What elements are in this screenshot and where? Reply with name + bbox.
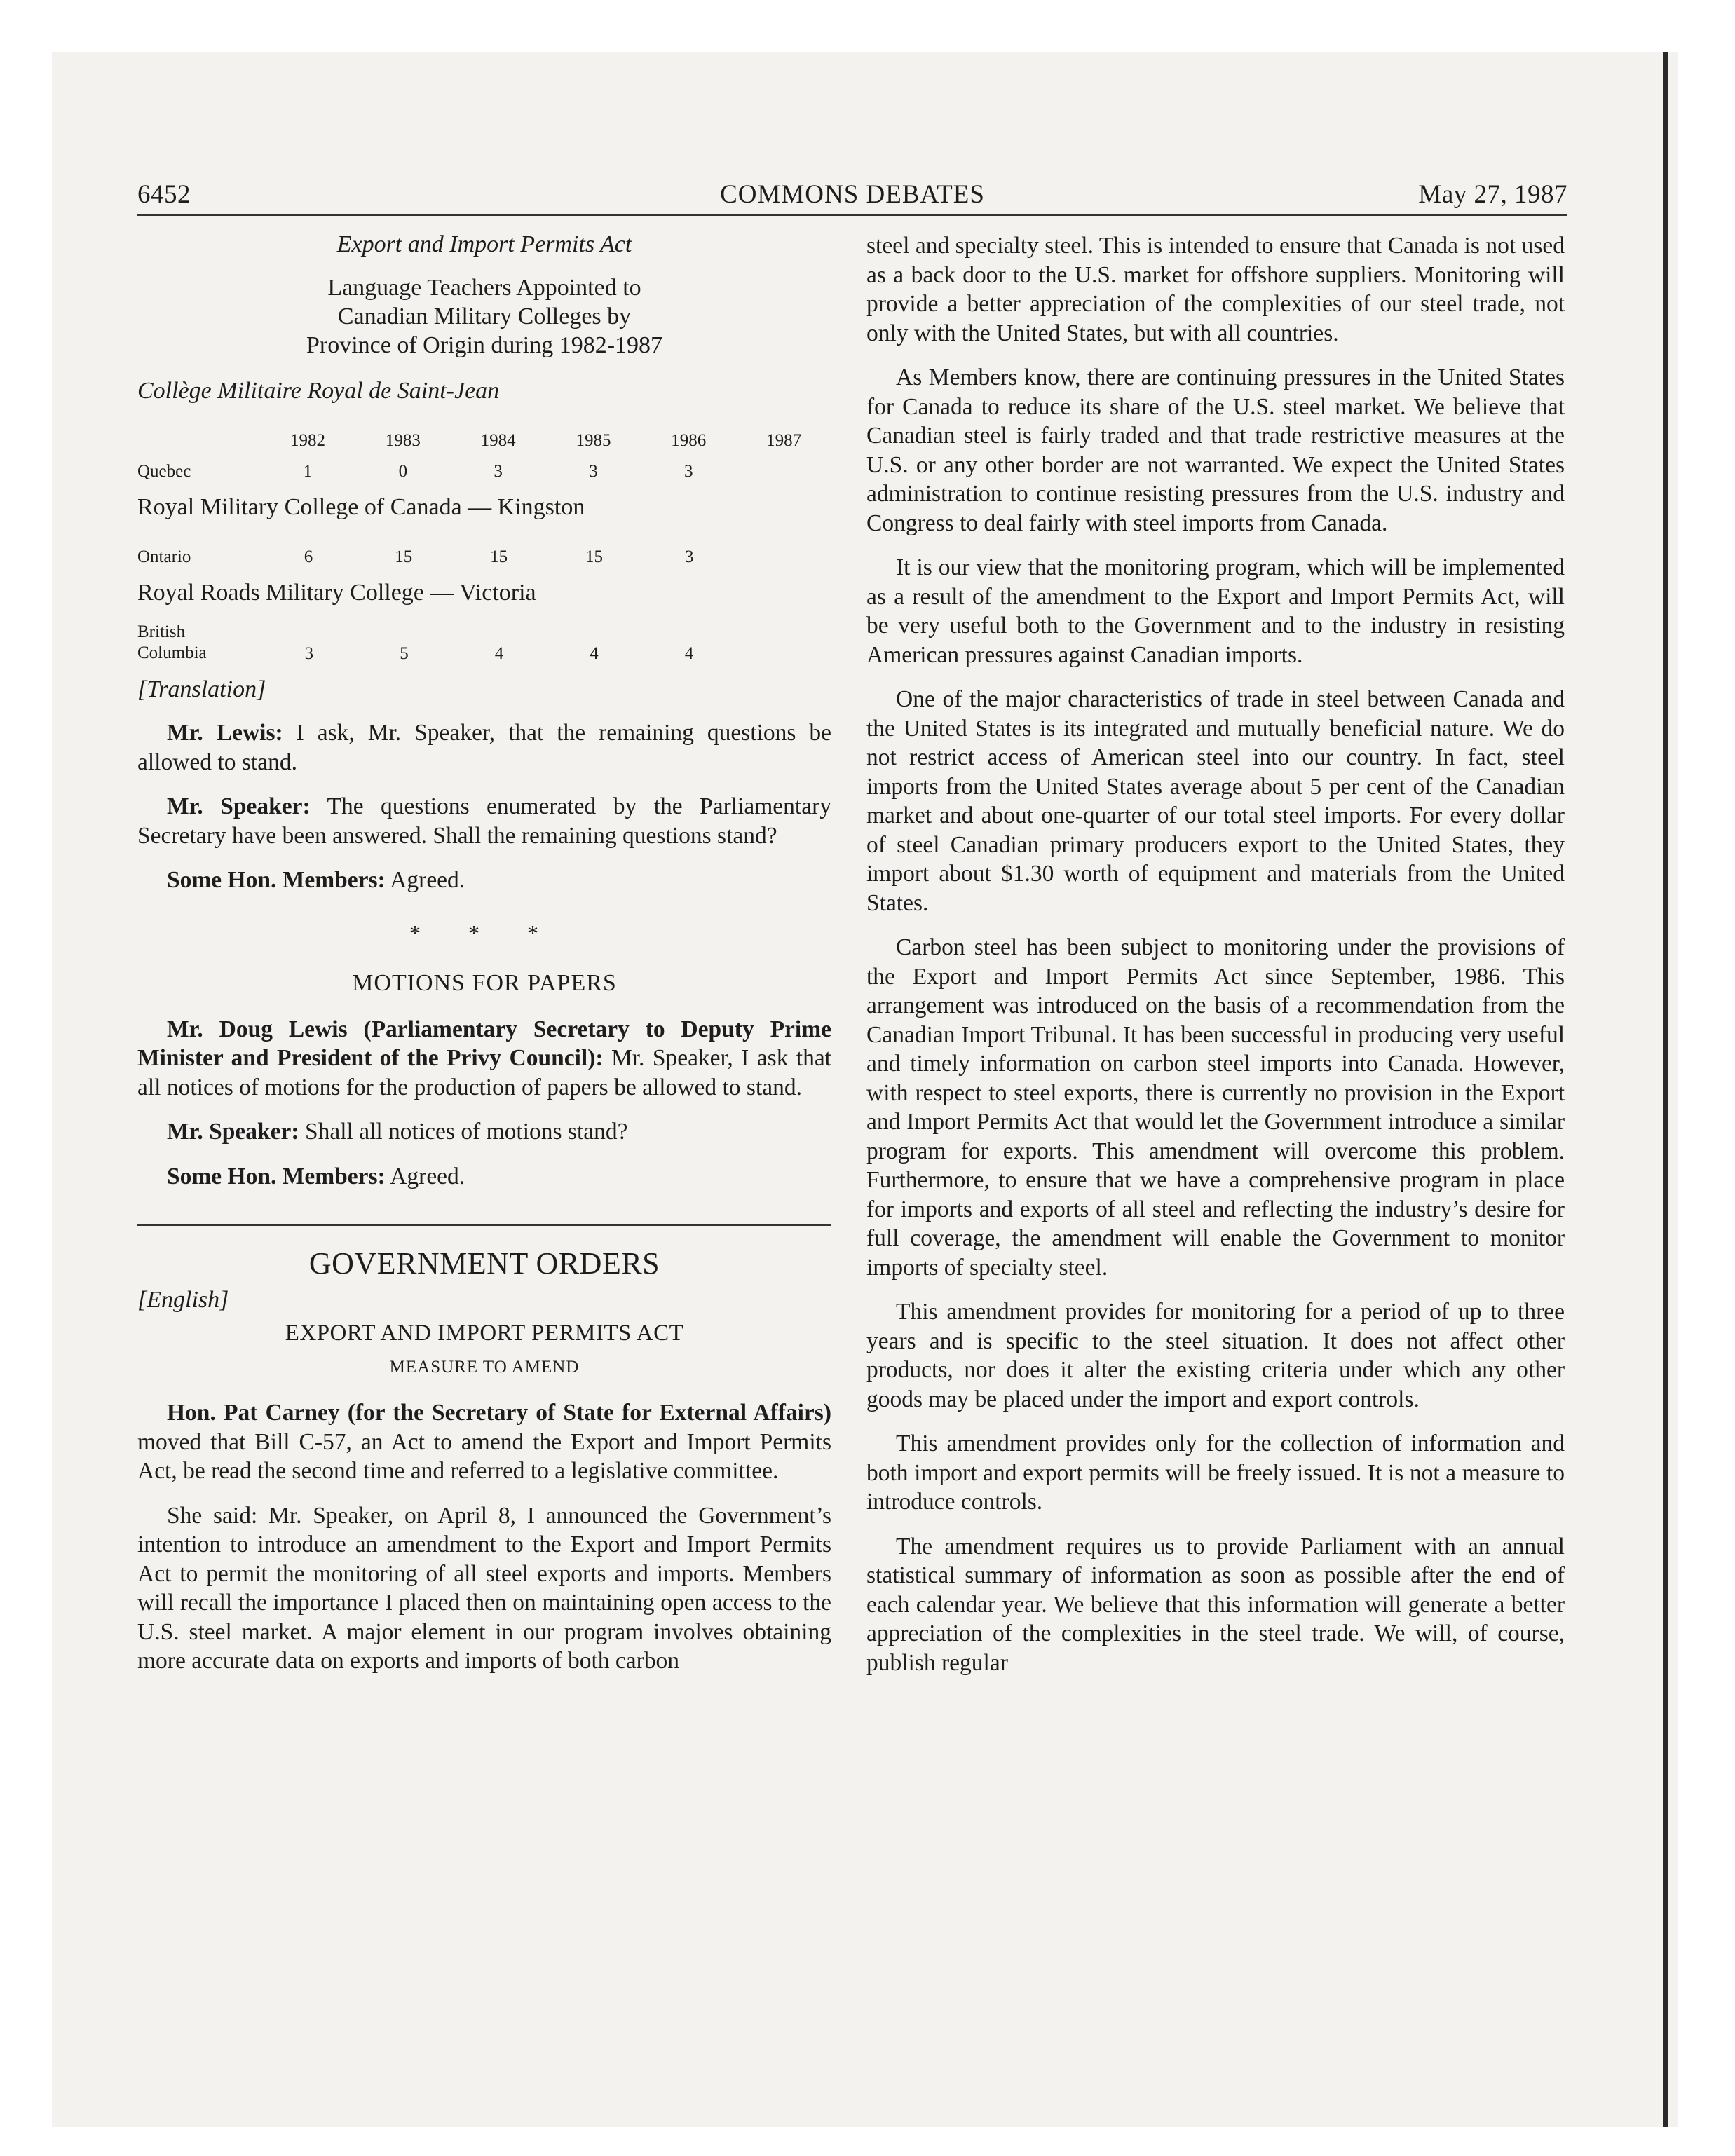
province-line: Columbia <box>137 643 207 662</box>
value-cell: 15 <box>490 547 508 566</box>
college-table <box>137 622 831 664</box>
language-note: [English] <box>137 1287 229 1313</box>
speech-text: moved that Bill C-57, an Act to amend the Export and Import Permits Act, be read the second time and referred to a legislative committee. <box>137 1428 831 1484</box>
value-cell: 4 <box>684 644 694 663</box>
paragraph <box>137 718 831 777</box>
paragraph: As Members know, there are continuing pressures in the United States for Canada to reduce its share of the U.S. steel market. We believe that Canadian steel is fairly traded and that trade restrictive measures at the U.S. or any other border are not warranted. We expect the United States administration to continue resisting pressures from the U.S. industry and Congress to deal fairly with steel imports from Canada. <box>866 364 1565 536</box>
value-cell: 15 <box>395 547 413 566</box>
province-line: British <box>137 622 186 641</box>
college-heading: Collège Militaire Royal de Saint-Jean <box>137 378 500 404</box>
speech-text: I ask, Mr. Speaker, that the remaining questions be allowed to stand. <box>137 720 831 775</box>
page-header <box>137 179 1567 216</box>
value-cell <box>737 622 831 664</box>
speech-text: Shall all notices of motions stand? <box>299 1119 628 1145</box>
speaker-name: Hon. Pat Carney (for the Secretary of State for External Affairs) <box>167 1400 831 1426</box>
page-number: 6452 <box>137 180 191 209</box>
paragraph <box>137 866 831 895</box>
value-cell: 3 <box>589 462 598 481</box>
publication-title: COMMONS DEBATES <box>720 180 985 209</box>
speaker-name: Mr. Speaker: <box>167 1119 299 1145</box>
year-cell: 1986 <box>671 431 707 450</box>
paragraph: steel and specialty steel. This is intended to ensure that Canada is not used as a back door to the U.S. market for offshore suppliers. Monitoring will provide a better appreciation of the complexities of our steel trade, not only with the United States, but with all countries. <box>866 233 1565 346</box>
college-table <box>137 536 831 567</box>
year-cell: 1983 <box>385 431 421 450</box>
value-cell: 4 <box>494 644 504 663</box>
paragraph: This amendment provides for monitoring for a period of up to three years and is specific to the steel situation. It does not affect other products, nor does it alter the existing criteria under which any other goods may be placed under the import and export controls. <box>866 1299 1565 1412</box>
paragraph <box>137 1117 831 1147</box>
value-cell: 15 <box>585 547 604 566</box>
value-cell <box>737 536 831 567</box>
translation-note: [Translation] <box>137 676 266 702</box>
table-title: Export and Import Permits Act <box>336 231 632 257</box>
paragraph: One of the major characteristics of trade in steel between Canada and the United States is its integrated and mutually beneficial nature. We do not restrict access of American steel into our country. In fact, steel imports from the United States average about 5 per cent of the Canadian market and about one-quarter of our total steel imports. For every dollar of steel Canadian primary producers export to the United States, they import about $1.30 worth of equipment and materials from the United States. <box>866 686 1565 916</box>
paragraph: It is our view that the monitoring program, which will be implemented as a result of the amendment to the Export and Import Permits Act, will be very useful both to the Government and to the industry in resisting American pressures against Canadian imports. <box>866 554 1565 668</box>
speech-text: Agreed. <box>385 1163 465 1189</box>
value-cell: 3 <box>304 644 314 663</box>
paragraph: She said: Mr. Speaker, on April 8, I announced the Government’s intention to introduce an amendment to the Export and Import Permits Act to permit the monitoring of all steel exports and imports. Members will recall the importance I placed then on maintaining open access to the U.S. steel market. A major element in our program involves obtaining more accurate data on exports and imports of both carbon <box>137 1502 831 1674</box>
value-cell: 1 <box>303 462 313 481</box>
table-row <box>137 451 831 482</box>
scan-edge-bar <box>1663 52 1668 2127</box>
year-header-table <box>137 420 831 482</box>
value-cell: 0 <box>398 462 408 481</box>
table-subtitle-line: Province of Origin during 1982-1987 <box>306 332 663 358</box>
value-cell: 3 <box>494 462 503 481</box>
measure-subheading: MEASURE TO AMEND <box>389 1358 580 1377</box>
value-cell: 6 <box>304 547 313 566</box>
table-subtitle <box>137 273 831 360</box>
value-cell: 3 <box>683 462 693 481</box>
year-cell: 1982 <box>290 431 326 450</box>
province-cell <box>137 622 261 664</box>
speech-text: Agreed. <box>385 867 465 893</box>
left-column <box>137 231 831 1691</box>
value-cell <box>736 451 831 482</box>
value-cell: 4 <box>590 644 599 663</box>
table-corner-cell <box>137 420 260 451</box>
year-cell: 1984 <box>480 431 516 450</box>
publication-date: May 27, 1987 <box>1418 180 1567 209</box>
speaker-name: Mr. Lewis: <box>167 720 283 746</box>
province-cell: Quebec <box>137 462 191 481</box>
year-header-row <box>137 420 831 451</box>
college-heading: Royal Military College of Canada — Kingston <box>137 494 585 520</box>
table-subtitle-line: Canadian Military Colleges by <box>337 303 632 329</box>
speaker-name: Mr. Speaker: <box>167 793 311 819</box>
paragraph <box>137 1162 831 1192</box>
college-heading: Royal Roads Military College — Victoria <box>137 580 536 606</box>
paragraph: This amendment provides only for the collection of information and both import and export permits will be freely issued. It is not a measure to introduce controls. <box>866 1431 1565 1515</box>
section-heading: MOTIONS FOR PAPERS <box>352 969 617 996</box>
year-cell: 1985 <box>576 431 611 450</box>
speaker-name: Some Hon. Members: <box>167 1163 386 1189</box>
act-heading: EXPORT AND IMPORT PERMITS ACT <box>285 1321 684 1346</box>
year-cell: 1987 <box>766 431 802 450</box>
speaker-name: Some Hon. Members: <box>167 867 386 893</box>
right-column <box>866 231 1565 1693</box>
table-row <box>137 622 831 664</box>
major-heading: GOVERNMENT ORDERS <box>308 1246 660 1281</box>
speech-text: The questions enumerated by the Parliamentary Secretary have been answered. Shall the remaining questions stand? <box>137 793 831 849</box>
speaker-name: Mr. Doug Lewis (Parliamentary Secretary to Deputy Prime Minister and President of the Privy Council): <box>137 1016 831 1071</box>
section-divider <box>137 1224 831 1226</box>
paragraph <box>137 792 831 850</box>
section-separator: * * * <box>409 920 559 946</box>
paragraph <box>137 1398 831 1486</box>
table-row <box>137 536 831 567</box>
value-cell: 5 <box>400 644 409 663</box>
value-cell: 3 <box>684 547 694 566</box>
paragraph <box>137 1015 831 1103</box>
province-cell: Ontario <box>137 547 191 566</box>
speech-text: Mr. Speaker, I ask that all notices of motions for the production of papers be allowed to stand. <box>137 1045 831 1100</box>
table-subtitle-line: Language Teachers Appointed to <box>327 275 641 301</box>
paragraph: Carbon steel has been subject to monitoring under the provisions of the Export and Import Permits Act since September, 1986. This arrangement was introduced on the basis of a recommendation from the Canadian Import Tribunal. It has been successful in producing very useful and timely information on carbon steel imports into Canada. However, with respect to steel exports, there is currently no provision in the Export and Import Permits Act that would let the Government introduce a similar program for exports. This amendment will overcome this problem. Furthermore, to ensure that we have a comprehensive program in place for imports and exports of all steel and reflecting the industry’s desire for full coverage, the amendment will enable the Government to monitor imports of specialty steel. <box>866 934 1565 1281</box>
paragraph: The amendment requires us to provide Parliament with an annual statistical summary of information as soon as possible after the end of each calendar year. We believe that this information will generate a better appreciation of the complexities in the steel trade. We will, of course, publish regular <box>866 1533 1565 1676</box>
